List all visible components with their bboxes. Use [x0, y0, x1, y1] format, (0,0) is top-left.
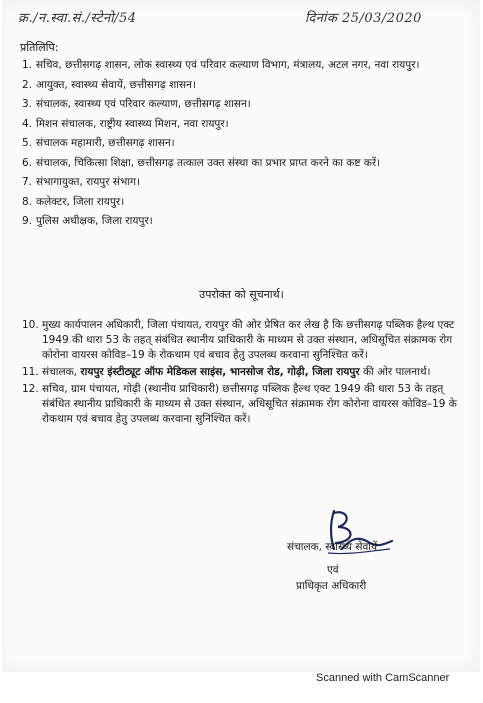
list-item: 4. मिशन संचालक, राष्ट्रीय स्वास्थ्य मिशन, नवा रायपुर। — [22, 117, 229, 130]
list-item: 12. सचिव, ग्राम पंचायत, गोढ़ी (स्थानीय प्राधिकारी) छत्तीसगढ़ पब्लिक हैल्थ एक्ट 1949 की धारा 53 के तहत् संबंधित स्थानीय प्राधिकारी के माध्यम से उक्त संस्थान, अधिसूचित संक्रामक रोग कोरोना वायरस कोविड–19 के रोकथाम एवं बचाव हेतु उपलब्ध करवाना सुनिश्चित करें। — [22, 383, 457, 425]
list-item: 11. संचालक, रायपुर इंस्टीट्यूट ऑफ मेडिकल साइंस, भानसोज रोड, गोढ़ी, जिला रायपुर की ओर पालनार्थ। — [22, 366, 431, 378]
signatory-authority: प्राधिकृत अधिकारी — [296, 580, 367, 592]
list-item: 8. कलेक्टर, जिला रायपुर। — [22, 195, 125, 208]
list-item: 9. पुलिस अधीक्षक, जिला रायपुर। — [22, 215, 153, 227]
reference-number: क्र./न.स्वा.सं./स्टेनो/54 — [18, 11, 137, 26]
list-item: 3. संचालक, स्वास्थ्य एवं परिवार कल्याण, छत्तीसगढ़ शासन। — [22, 98, 251, 110]
action-list — [22, 318, 467, 429]
list-item: 7. संभागायुक्त, रायपुर संभाग। — [22, 176, 140, 188]
list-item: 6. संचालक, चिकित्सा शिक्षा, छत्तीसगढ़ तत्काल उक्त संस्था का प्रभार प्राप्त करने का कष्ट करें। — [22, 156, 381, 169]
signature-mark — [320, 505, 400, 565]
recipient-list — [22, 58, 462, 234]
list-item: 1. सचिव, छत्तीसगढ़ शासन, लोक स्वास्थ्य एवं परिवार कल्याण विभाग, मंत्रालय, अटल नगर, नवा रायपुर। — [22, 59, 420, 71]
for-information-line: उपरोक्त को सूचनार्थ। — [199, 288, 284, 301]
list-item: 10. मुख्य कार्यपालन अधिकारी, जिला पंचायत, रायपुर की ओर प्रेषित कर लेख है कि छत्तीसगढ़ पब्लिक हैल्थ एक्ट 1949 की धारा 53 के तहत् संबंधित स्थानीय प्राधिकारी के माध्यम से उक्त संस्थान, अधिसूचित संक्रामक रोग कोरोना वायरस कोविड–19 के रोकथाम एवं बचाव हेतु उपलब्ध करवाना सुनिश्चित करें। — [22, 319, 455, 361]
list-item: 5. संचालक महामारी, छत्तीसगढ़ शासन। — [22, 137, 175, 149]
signatory-designation: संचालक, स्वास्थ्य सेवायें — [287, 541, 378, 553]
institute-name: रायपुर इंस्टीट्यूट ऑफ मेडिकल साइंस, भानसोज रोड, गोढ़ी, जिला रायपुर — [80, 366, 360, 378]
copy-to-label: प्रतिलिपि: — [20, 41, 59, 54]
signatory-conjunction: एवं — [327, 564, 339, 576]
letter-date: दिनांक 25/03/2020 — [305, 11, 422, 26]
scanner-watermark: Scanned with CamScanner — [316, 672, 450, 684]
list-item: 2. आयुक्त, स्वास्थ्य सेवायें, छत्तीसगढ़ शासन। — [22, 78, 196, 91]
